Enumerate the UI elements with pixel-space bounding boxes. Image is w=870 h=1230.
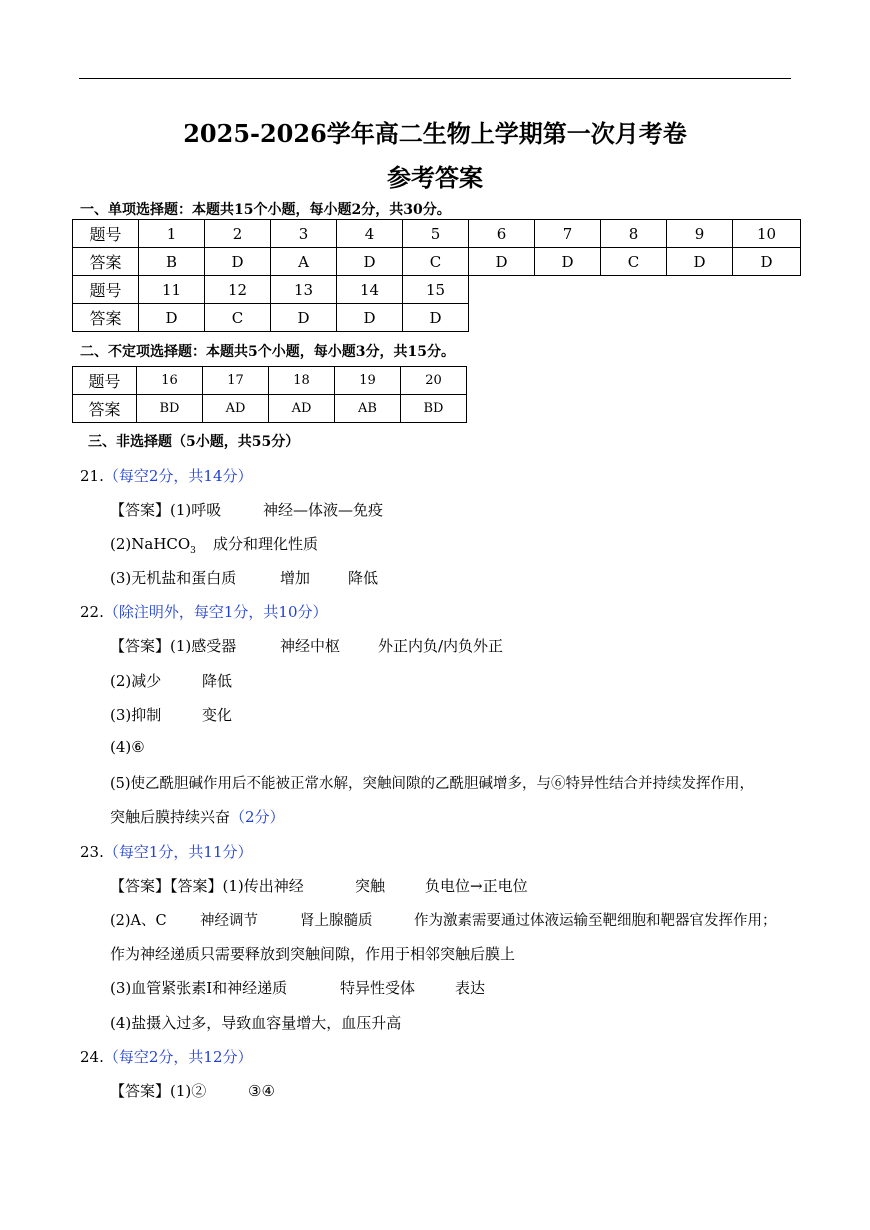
- question-number: 4: [337, 220, 403, 248]
- answer-cell: AD: [269, 395, 335, 423]
- q22-line4: (4)⑥: [110, 738, 145, 756]
- answer-text: 【答案】(1)呼吸: [110, 501, 222, 519]
- answer-cell: C: [601, 248, 667, 276]
- answer-cell: AB: [335, 395, 401, 423]
- score-note: （每空1分，共11分）: [103, 843, 253, 861]
- section2-heading: 二、不定项选择题：本题共5个小题，每小题3分，共15分。: [80, 344, 455, 360]
- answer-text: 增加: [280, 569, 311, 587]
- q22-line5: (5)使乙酰胆碱作用后不能被正常水解，突触间隙的乙酰胆碱增多，与⑥特异性结合并持续发挥作用，: [110, 776, 755, 792]
- answer-cell: D: [535, 248, 601, 276]
- row-label: 题号: [73, 276, 139, 304]
- question-number: 16: [137, 367, 203, 395]
- q24-line1: [110, 1080, 275, 1101]
- score-note: （2分）: [230, 808, 285, 826]
- answer-cell: C: [205, 304, 271, 332]
- subscript: 3: [190, 546, 196, 556]
- answer-cell: AD: [203, 395, 269, 423]
- row-label: 答案: [73, 304, 139, 332]
- answer-cell: D: [733, 248, 801, 276]
- answer-text: 降低: [202, 672, 233, 690]
- question-number: 22.: [80, 603, 104, 621]
- page-title: 2025-2026学年高二生物上学期第一次月考卷: [183, 119, 687, 148]
- question-number: 14: [337, 276, 403, 304]
- answer-text: 肾上腺髓质: [300, 913, 373, 929]
- q22-line6: [110, 806, 285, 827]
- row-label: 答案: [73, 395, 137, 423]
- answer-cell: D: [469, 248, 535, 276]
- row-label: 题号: [73, 220, 139, 248]
- answer-table-1: [72, 219, 801, 276]
- q24-heading: [80, 1046, 253, 1067]
- answer-text: 表达: [455, 979, 486, 997]
- section3-heading: 三、非选择题（5小题，共55分）: [88, 434, 300, 450]
- answer-text: 负电位→正电位: [425, 877, 528, 895]
- answer-text: ③④: [248, 1082, 275, 1100]
- answer-text: 变化: [202, 706, 233, 724]
- question-number: 6: [469, 220, 535, 248]
- q23-line5: (4)盐摄入过多，导致血容量增大，血压升高: [110, 1014, 402, 1032]
- answer-text: (3)血管紧张素Ⅰ和神经递质: [110, 979, 288, 997]
- question-number: 17: [203, 367, 269, 395]
- question-number: 24.: [80, 1048, 104, 1066]
- q22-line1: [110, 635, 503, 656]
- answer-text: 降低: [348, 569, 379, 587]
- question-number: 9: [667, 220, 733, 248]
- question-number: 19: [335, 367, 401, 395]
- answer-text: (2)减少: [110, 672, 162, 690]
- answer-text: 【答案】【答案】(1)传出神经: [110, 877, 304, 895]
- answer-cell: C: [403, 248, 469, 276]
- q22-line2: [110, 670, 232, 691]
- row-label: 题号: [73, 367, 137, 395]
- question-number: 23.: [80, 843, 104, 861]
- table-row: [73, 304, 469, 332]
- answer-text: 突触: [355, 877, 386, 895]
- table-row: [73, 395, 467, 423]
- answer-cell: B: [139, 248, 205, 276]
- row-label: 答案: [73, 248, 139, 276]
- answer-text: 【答案】(1)感受器: [110, 637, 237, 655]
- answer-text: (2)A、C: [110, 913, 167, 929]
- question-number: 2: [205, 220, 271, 248]
- q21-heading: [80, 465, 253, 486]
- answer-table-2: [72, 275, 469, 332]
- answer-cell: D: [337, 304, 403, 332]
- question-number: 8: [601, 220, 667, 248]
- answer-text: 神经调节: [200, 913, 258, 929]
- answer-text: 成分和理化性质: [213, 535, 319, 553]
- answer-text: 【答案】(1)②: [110, 1082, 207, 1100]
- q22-heading: [80, 601, 328, 622]
- question-number: 21.: [80, 467, 104, 485]
- q23-line1: [110, 875, 528, 896]
- answer-text: 神经—体液—免疫: [263, 501, 384, 519]
- section1-heading: 一、单项选择题：本题共15个小题，每小题2分，共30分。: [80, 202, 451, 218]
- answer-cell: D: [403, 304, 469, 332]
- answer-cell: BD: [137, 395, 203, 423]
- answer-text: (2)NaHCO: [110, 535, 191, 553]
- table-row: [73, 276, 469, 304]
- question-number: 18: [269, 367, 335, 395]
- answer-text: 外正内负/内负外正: [378, 637, 504, 655]
- question-number: 5: [403, 220, 469, 248]
- score-note: （每空2分，共14分）: [103, 467, 253, 485]
- q23-line3: 作为神经递质只需要释放到突触间隙，作用于相邻突触后膜上: [110, 945, 516, 963]
- answer-cell: BD: [401, 395, 467, 423]
- table-row: [73, 367, 467, 395]
- question-number: 20: [401, 367, 467, 395]
- question-number: 3: [271, 220, 337, 248]
- answer-cell: D: [667, 248, 733, 276]
- question-number: 15: [403, 276, 469, 304]
- question-number: 10: [733, 220, 801, 248]
- q21-line2: [110, 533, 318, 556]
- answer-cell: D: [337, 248, 403, 276]
- answer-text: (3)抑制: [110, 706, 162, 724]
- q23-line2: [110, 909, 777, 930]
- question-number: 11: [139, 276, 205, 304]
- q23-heading: [80, 841, 253, 862]
- score-note: （除注明外，每空1分，共10分）: [103, 603, 328, 621]
- answer-cell: A: [271, 248, 337, 276]
- answer-text: (3)无机盐和蛋白质: [110, 569, 237, 587]
- answer-cell: D: [271, 304, 337, 332]
- answer-text: 作为激素需要通过体液运输至靶细胞和靶器官发挥作用；: [414, 913, 777, 929]
- top-rule: [79, 78, 791, 79]
- question-number: 1: [139, 220, 205, 248]
- answer-text: 突触后膜持续兴奋: [110, 808, 231, 826]
- answer-text: 神经中枢: [280, 637, 341, 655]
- answer-cell: D: [205, 248, 271, 276]
- score-note: （每空2分，共12分）: [103, 1048, 253, 1066]
- q22-line3: [110, 704, 232, 725]
- answer-table-3: [72, 366, 467, 423]
- q23-line4: [110, 977, 485, 998]
- table-row: [73, 220, 801, 248]
- question-number: 7: [535, 220, 601, 248]
- answer-text: 特异性受体: [340, 979, 416, 997]
- page-subtitle: 参考答案: [387, 163, 483, 192]
- table-row: [73, 248, 801, 276]
- q21-line1: [110, 499, 383, 520]
- question-number: 12: [205, 276, 271, 304]
- q21-line3: [110, 567, 378, 588]
- answer-cell: D: [139, 304, 205, 332]
- question-number: 13: [271, 276, 337, 304]
